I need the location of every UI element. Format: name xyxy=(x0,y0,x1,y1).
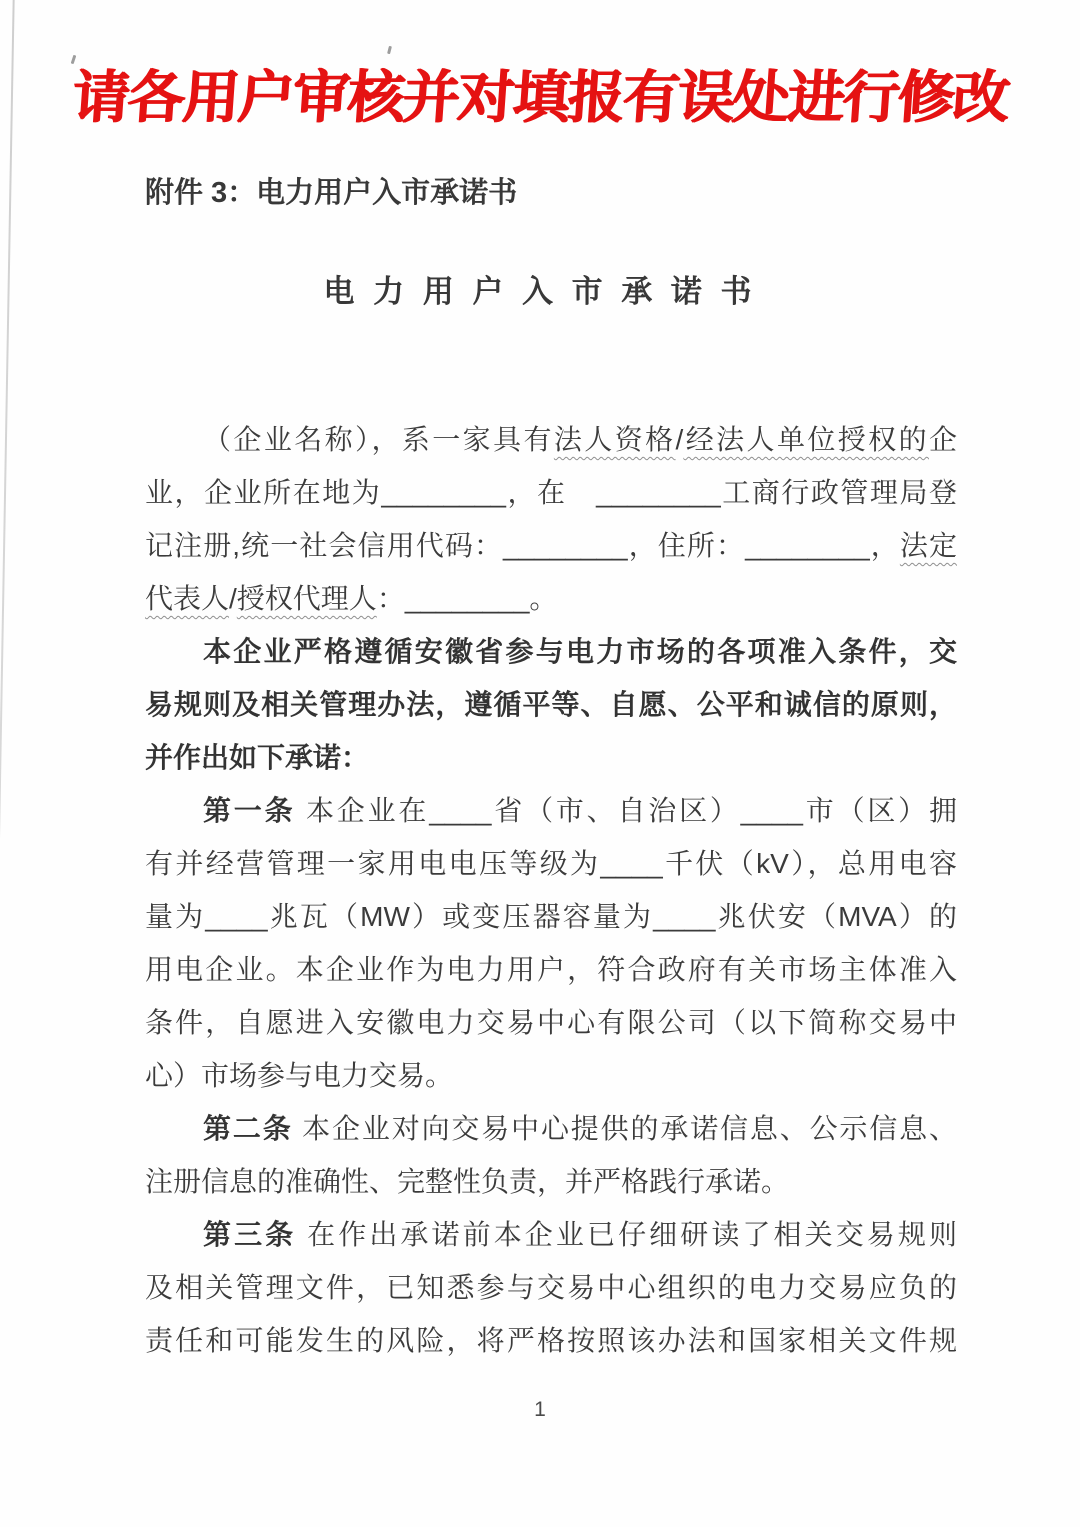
text-run: 第一条 xyxy=(203,795,296,826)
document-line xyxy=(145,837,957,890)
document-line xyxy=(145,1208,957,1261)
attachment-heading: 附件 3：电力用户入市承诺书 xyxy=(145,177,518,209)
text-run: 用电企业。本企业作为电力用户，符合政府有关市场主体准入 xyxy=(145,954,957,985)
text-run: 代表人 xyxy=(145,583,230,614)
text-run: ：________。 xyxy=(376,583,558,614)
review-notice: 请各用户审核并对填报有误处进行修改 xyxy=(69,66,1010,130)
text-run: / xyxy=(229,583,237,614)
text-run: 心）市场参与电力交易。 xyxy=(145,1060,454,1091)
text-run: 本企业对向交易中心提供的承诺信息、公示信息、 xyxy=(292,1113,957,1144)
document-line xyxy=(145,996,957,1049)
document-line xyxy=(145,1261,957,1314)
text-run: 责任和可能发生的风险，将严格按照该办法和国家相关文件规 xyxy=(145,1325,957,1356)
document-line xyxy=(145,1102,957,1155)
text-run: 量为____兆瓦（MW）或变压器容量为____兆伏安（MVA）的 xyxy=(145,901,957,932)
text-run: 授权代理人 xyxy=(236,583,377,614)
document-line xyxy=(145,731,957,784)
text-run: 法定 xyxy=(899,530,957,561)
text-run: 企 xyxy=(928,424,957,455)
page-number: 1 xyxy=(534,1398,546,1421)
text-run: 法人资格 xyxy=(553,424,676,455)
document-line xyxy=(145,890,957,943)
scan-edge-line xyxy=(0,0,14,1527)
document-line xyxy=(145,1314,957,1367)
text-run: 业，企业所在地为________，在 ________工商行政管理局登 xyxy=(145,477,957,508)
document-body xyxy=(145,413,957,1367)
text-run: 易规则及相关管理办法，遵循平等、自愿、公平和诚信的原则， xyxy=(145,689,957,720)
document-line xyxy=(145,943,957,996)
document-line xyxy=(145,784,957,837)
text-run: 条件，自愿进入安徽电力交易中心有限公司（以下简称交易中 xyxy=(145,1007,957,1038)
text-run: 在作出承诺前本企业已仔细研读了相关交易规则 xyxy=(296,1219,957,1250)
text-run: 注册信息的准确性、完整性负责，并严格践行承诺。 xyxy=(145,1166,790,1197)
document-line xyxy=(145,519,957,572)
text-run: 第三条 xyxy=(203,1219,297,1250)
document-line xyxy=(145,1049,957,1102)
text-run: 并作出如下承诺： xyxy=(145,742,370,773)
document-line xyxy=(145,466,957,519)
text-run: 第二条 xyxy=(203,1113,293,1144)
text-run: / xyxy=(675,424,684,455)
document-line xyxy=(145,413,957,466)
document-line xyxy=(145,1155,957,1208)
text-run: 本企业在____省（市、自治区）____市（区）拥 xyxy=(295,795,957,826)
text-run: 经法人单位授权的 xyxy=(683,424,929,455)
document-line xyxy=(145,678,957,731)
text-run: 本企业严格遵循安徽省参与电力市场的各项准入条件，交 xyxy=(203,636,957,667)
text-run: 记注册,统一社会信用代码：________，住所：________， xyxy=(145,530,900,561)
document-line xyxy=(145,572,957,625)
text-run: 及相关管理文件，已知悉参与交易中心组织的电力交易应负的 xyxy=(145,1272,957,1303)
text-run: 有并经营管理一家用电电压等级为____千伏（kV），总用电容 xyxy=(145,848,957,879)
text-run: （企业名称），系一家具有 xyxy=(203,424,554,455)
document-title: 电 力 用 户 入 市 承 诺 书 xyxy=(323,274,757,309)
document-line xyxy=(145,625,957,678)
